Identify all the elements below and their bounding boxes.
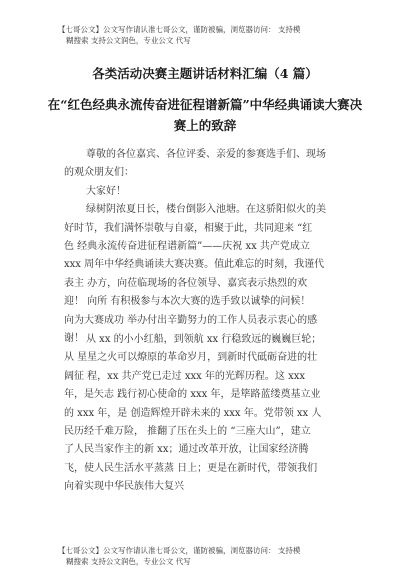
body-line: 大家好！	[86, 185, 126, 197]
body-line: 飞，使人民生活水平蒸蒸 日上；更是在新时代，带领我们	[64, 462, 318, 474]
body-line: 向着实现中华民族伟大复兴	[64, 481, 184, 493]
header-banner	[58, 24, 358, 46]
body-line: 尊敬的各位嘉宾、各位评委、亲爱的参赛选手们、现场	[86, 149, 326, 160]
body-line: 阔征 程，xx 共产党已走过 xxx 年的光辉历程。这 xxx	[64, 370, 306, 382]
body-line: 谢！	[64, 332, 84, 344]
body-line: 从 xx 的小小红船，到领航 xx 行稳致远的巍巍巨轮；	[86, 334, 322, 345]
body-line: 的观众朋友们：	[64, 167, 134, 179]
document-title: 各类活动决赛主题讲话材料汇编（4 篇）	[92, 66, 318, 81]
speech-title-line: 赛上的致辞	[173, 118, 237, 133]
body-line: 绿树阴浓夏日长，楼台倒影入池塘。在这骄阳似火的美	[86, 204, 326, 216]
footer-banner	[58, 545, 358, 567]
speech-title-line: 在“红色经典永流传奋进征程谱新篇”中华经典诵读大赛决	[47, 97, 363, 112]
header-banner-line: 【七哥公文】公文写作请认准七哥公文，谨防被骗，浏览器访问： 支持模	[58, 25, 301, 34]
body-line: 迎！ 向所 有积极参与本次大赛的选手致以诚挚的问候！	[64, 296, 311, 308]
speech-body-section-2	[64, 331, 364, 497]
speech-body-section-1	[64, 146, 364, 348]
body-line: 的 xxx 年，是 创造辉煌开辟未来的 xxx 年。党带领 xx 人	[64, 407, 322, 419]
body-line: 民历经千难万险， 推翻了压在头上的 “三座大山”，建立	[64, 425, 311, 437]
body-line: 了人民当家作主的新 xx；通过改革开放，让国家经济腾	[64, 444, 309, 456]
body-line: xxx 周年中华经典诵读大赛决赛。值此难忘的时刻，我谨代	[64, 259, 325, 271]
body-line: 年，是矢志 践行初心使命的 xxx 年，是筚路蓝缕奠基立业	[64, 389, 321, 401]
footer-banner-line: 糊搜索 支持公文润色，专业公文 代写	[66, 557, 191, 566]
footer-banner-line: 【七哥公文】公文写作请认准七哥公文，谨防被骗，浏览器访问： 支持模	[58, 546, 301, 555]
body-line: 色 经典永流传奋进征程谱新篇”——庆祝 xx 共产党成立	[64, 240, 310, 252]
header-banner-line: 糊搜索 支持公文润色，专业公文 代写	[66, 36, 191, 45]
body-line: 从 星星之火可以燎原的革命岁月，到新时代砥砺奋进的壮	[64, 352, 318, 364]
body-line: 表主 办方，向莅临现场的各位领导、嘉宾表示热烈的欢	[64, 277, 308, 289]
body-line: 好时节，我们满怀崇敬与自豪，相聚于此，共同迎来 “红	[64, 222, 313, 234]
body-line: 向为大赛成功 举办付出辛勤努力的工作人员表示衷心的感	[64, 314, 318, 326]
